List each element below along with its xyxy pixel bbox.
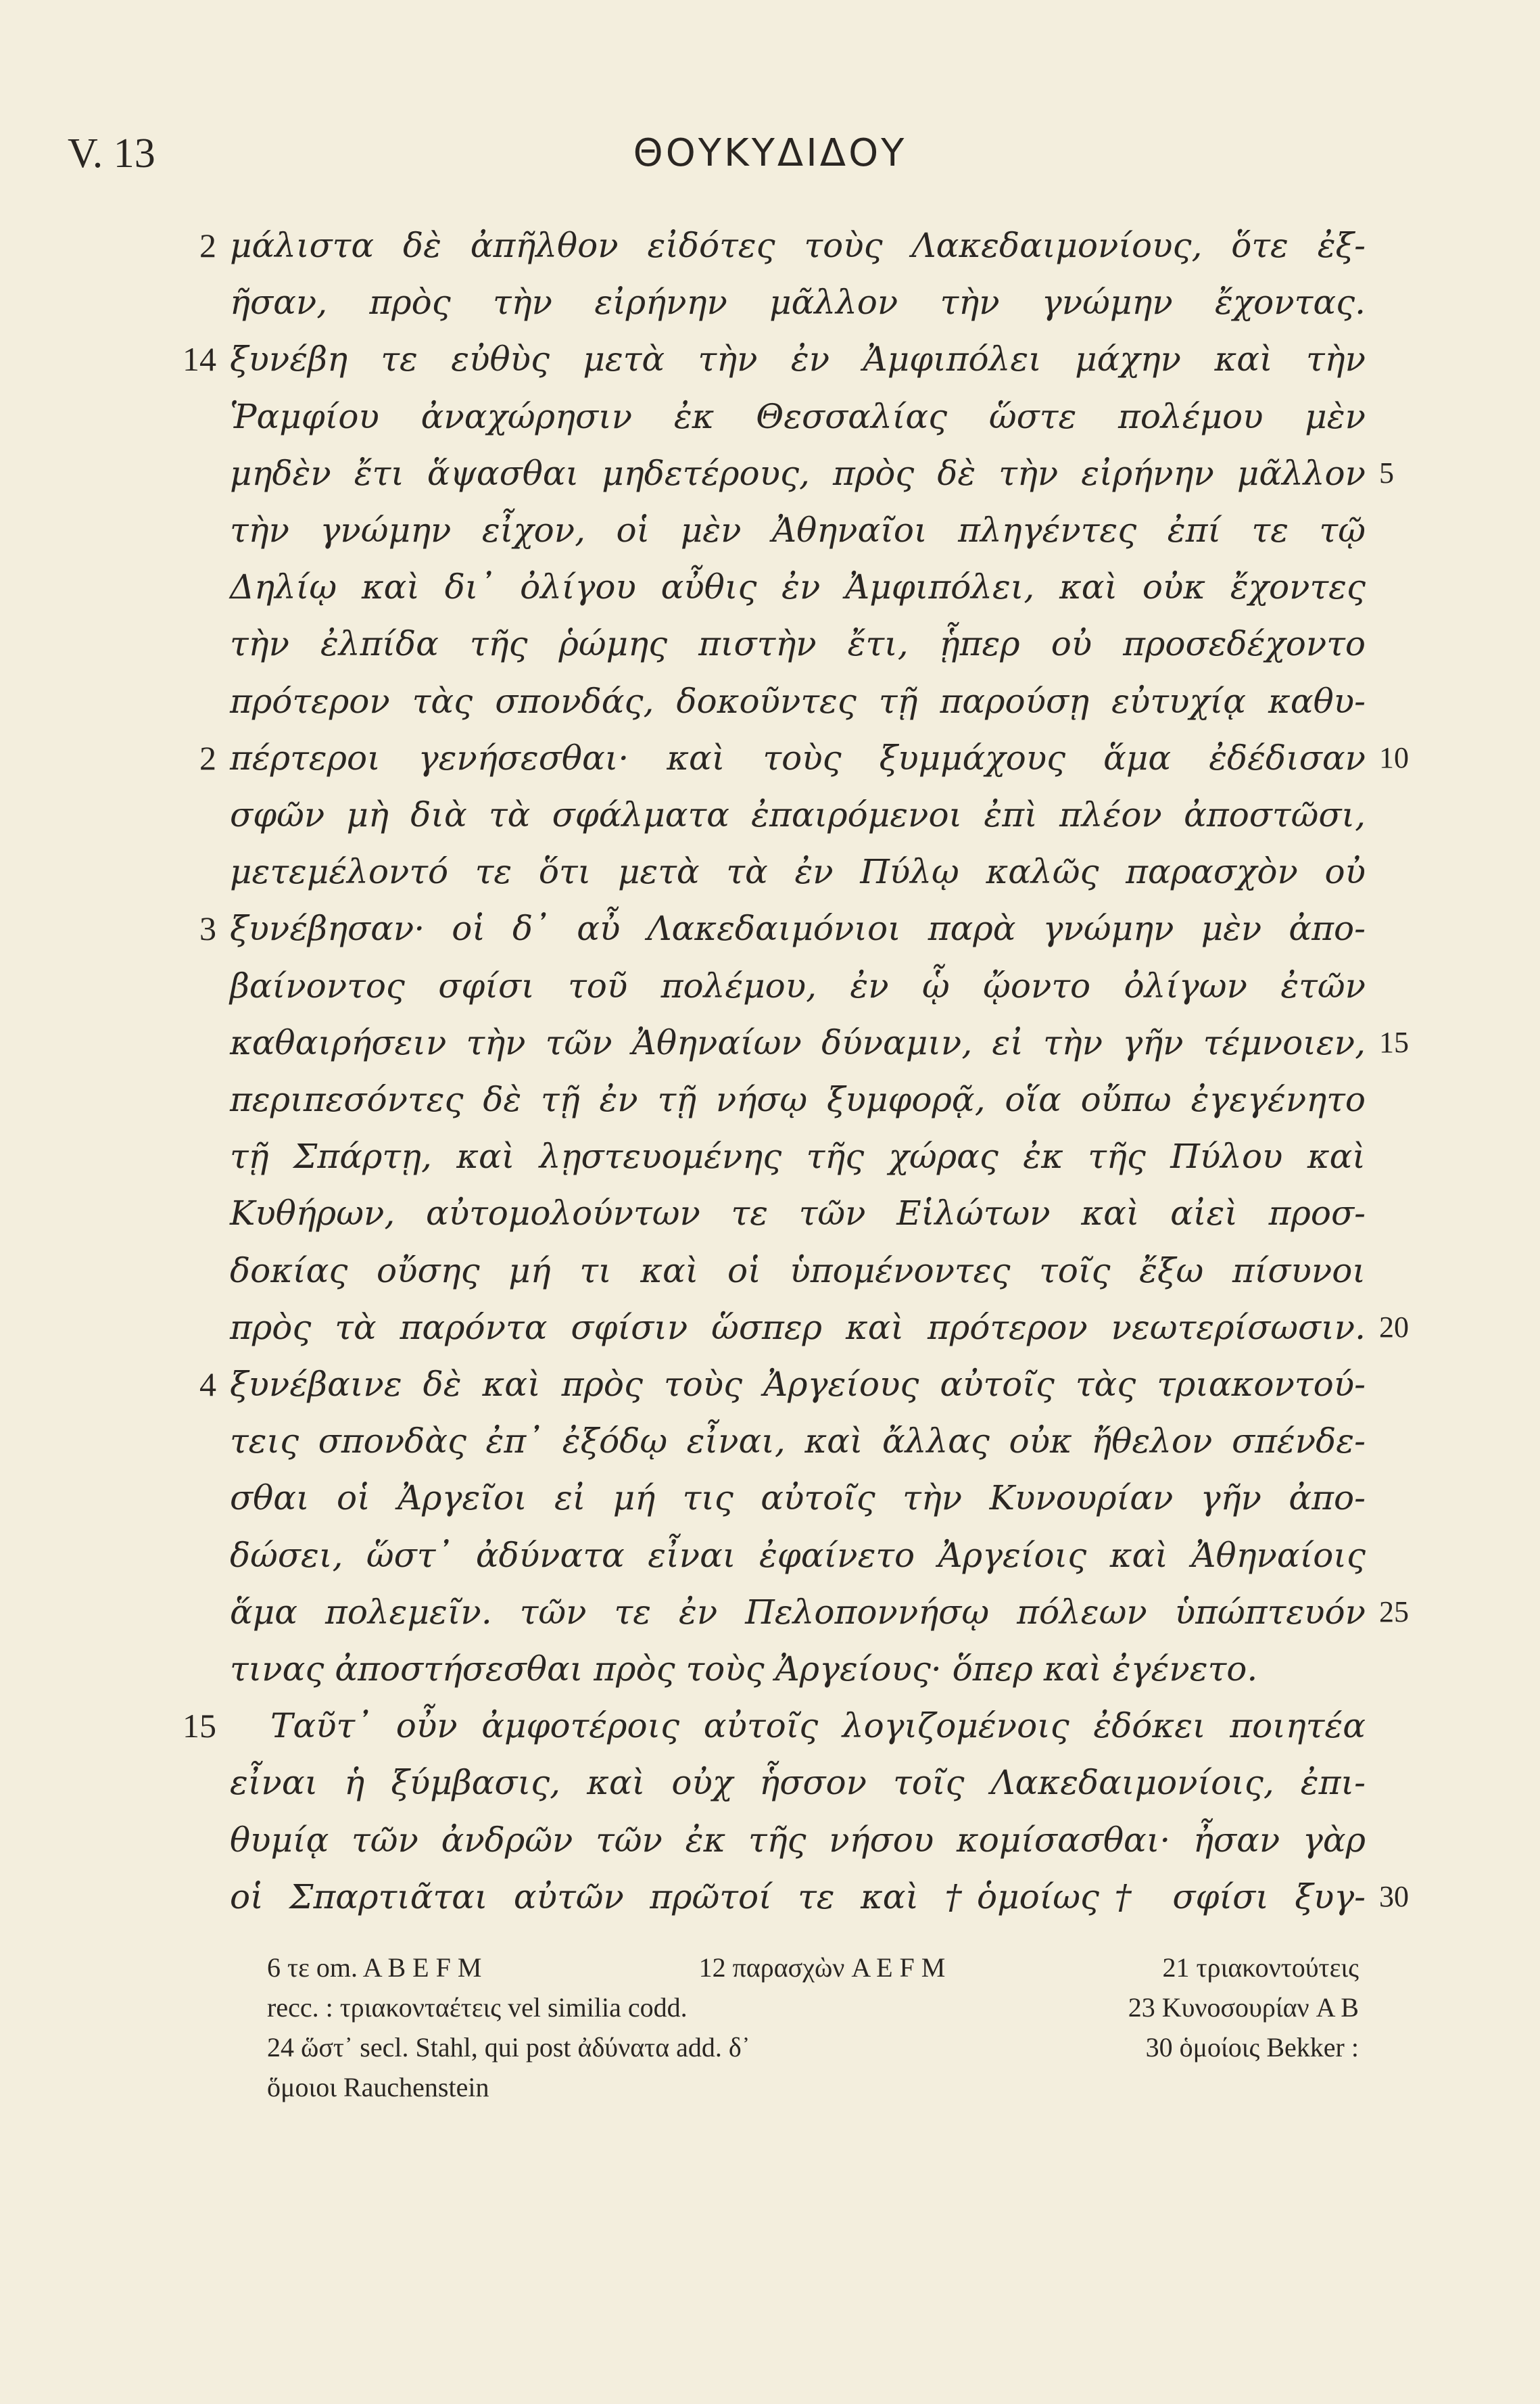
line-text: τεις σπονδὰς ἐπ᾽ ἐξόδῳ εἶναι, καὶ ἄλλας οὐκ ἤθελον σπένδε-	[230, 1421, 1366, 1461]
line-number: 20	[1379, 1310, 1409, 1344]
line-text: Ῥαμφίου ἀναχώρησιν ἐκ Θεσσαλίας ὥστε πολέμου μὲν	[230, 396, 1366, 436]
line-text: δοκίας οὔσης μή τι καὶ οἱ ὑπομένοντες τοῖς ἔξω πίσυνοι	[230, 1250, 1366, 1290]
line-text: ἅμα πολεμεῖν. τῶν τε ἐν Πελοποννήσῳ πόλεων ὑπώπτευόν	[230, 1592, 1366, 1632]
line-text: βαίνοντος σφίσι τοῦ πολέμου, ἐν ᾧ ᾤοντο ὀλίγων ἐτῶν	[230, 966, 1366, 1006]
text-line	[230, 843, 1366, 900]
line-text: εἶναι ἡ ξύμβασις, καὶ οὐχ ἧσσον τοῖς Λακεδαιμονίοις, ἐπι-	[230, 1763, 1366, 1803]
line-number: 15	[1379, 1025, 1409, 1059]
apparatus-note: ὅμοιοι Rauchenstein	[267, 2072, 489, 2102]
line-text: οἱ Σπαρτιᾶται αὐτῶν πρῶτοί τε καὶ †ὁμοίως† σφίσι ξυγ-	[230, 1877, 1366, 1916]
line-text: Δηλίῳ καὶ δι᾽ ὀλίγου αὖθις ἐν Ἀμφιπόλει, καὶ οὐκ ἔχοντες	[230, 567, 1366, 607]
line-text: σθαι οἱ Ἀργεῖοι εἰ μή τις αὐτοῖς τὴν Κυνουρίαν γῆν ἀπο-	[230, 1478, 1366, 1518]
text-line	[230, 615, 1366, 672]
line-text: ξυνέβη τε εὐθὺς μετὰ τὴν ἐν Ἀμφιπόλει μάχην καὶ τὴν	[230, 339, 1366, 379]
text-line	[230, 1413, 1366, 1469]
line-number: 25	[1379, 1595, 1409, 1628]
text-line	[230, 274, 1366, 331]
text-line	[230, 1356, 1366, 1413]
apparatus-note: 30 ὁμοίοις Bekker :	[1145, 2032, 1359, 2063]
line-text: καθαιρήσειν τὴν τῶν Ἀθηναίων δύναμιν, εἰ τὴν γῆν τέμνοιεν,	[230, 1022, 1366, 1062]
text-line	[230, 217, 1366, 274]
text-line	[230, 445, 1366, 502]
text-line	[230, 730, 1366, 786]
apparatus-note: 12 παρασχὼν A E F M	[698, 1952, 946, 1983]
section-number: 3	[199, 910, 216, 948]
section-number: 15	[183, 1707, 216, 1745]
text-line	[230, 331, 1366, 387]
line-number: 10	[1379, 740, 1409, 774]
text-line	[230, 1754, 1366, 1811]
text-line	[230, 388, 1366, 445]
line-text: τῇ Σπάρτῃ, καὶ λῃστευομένης τῆς χώρας ἐκ τῆς Πύλου καὶ	[230, 1137, 1366, 1177]
line-text: περιπεσόντες δὲ τῇ ἐν τῇ νήσῳ ξυμφορᾷ, οἵα οὔπω ἐγεγένητο	[230, 1080, 1366, 1119]
line-text: ξυνέβαινε δὲ καὶ πρὸς τοὺς Ἀργείους αὐτοῖς τὰς τριακοντού-	[230, 1365, 1366, 1404]
line-text: τὴν ἐλπίδα τῆς ῥώμης πιστὴν ἔτι, ᾗπερ οὐ προσεδέχοντο	[230, 624, 1366, 664]
line-text: πέρτεροι γενήσεσθαι· καὶ τοὺς ξυμμάχους ἅμα ἐδέδισαν	[230, 738, 1366, 778]
line-text: ξυνέβησαν· οἱ δ᾽ αὖ Λακεδαιμόνιοι παρὰ γνώμην μὲν ἀπο-	[230, 909, 1366, 949]
line-text: τὴν γνώμην εἶχον, οἱ μὲν Ἀθηναῖοι πληγέντες ἐπί τε τῷ	[230, 511, 1366, 550]
line-text: Κυθήρων, αὐτομολούντων τε τῶν Εἱλώτων καὶ αἰεὶ προσ-	[230, 1194, 1366, 1233]
apparatus-line	[267, 1948, 1359, 1987]
text-line	[230, 1014, 1366, 1071]
text-line	[230, 1242, 1366, 1299]
text-line	[230, 559, 1366, 615]
line-text: πρότερον τὰς σπονδάς, δοκοῦντες τῇ παρούσῃ εὐτυχίᾳ καθυ-	[230, 681, 1366, 721]
section-number: 14	[183, 340, 216, 379]
apparatus-note: recc. : τριακονταέτεις vel similia codd.	[267, 1992, 688, 2023]
text-line	[230, 786, 1366, 843]
text-line	[230, 673, 1366, 730]
text-line	[230, 1584, 1366, 1641]
line-number: 5	[1379, 456, 1394, 490]
line-text: μάλιστα δὲ ἀπῆλθον εἰδότες τοὺς Λακεδαιμονίους, ὅτε ἐξ-	[230, 226, 1366, 265]
apparatus-line	[267, 2067, 1359, 2107]
text-line	[230, 1128, 1366, 1185]
section-number: 2	[199, 227, 216, 264]
text-line	[230, 1697, 1366, 1754]
line-text: μετεμέλοντό τε ὅτι μετὰ τὰ ἐν Πύλῳ καλῶς παρασχὸν οὐ	[230, 852, 1366, 892]
text-line	[230, 1185, 1366, 1242]
line-text: Ταῦτ᾽ οὖν ἀμφοτέροις αὐτοῖς λογιζομένοις ἐδόκει ποιητέα	[270, 1706, 1366, 1746]
line-text: δώσει, ὥστ᾽ ἀδύνατα εἶναι ἐφαίνετο Ἀργείοις καὶ Ἀθηναίοις	[230, 1535, 1366, 1575]
line-text: τινας ἀποστήσεσθαι πρὸς τοὺς Ἀργείους· ὅπερ καὶ ἐγένετο.	[230, 1649, 1258, 1689]
apparatus-note: 6 τε om. A B E F M	[267, 1952, 482, 1983]
text-line	[230, 1812, 1366, 1868]
apparatus-line	[267, 2027, 1359, 2067]
line-text: θυμίᾳ τῶν ἀνδρῶν τῶν ἐκ τῆς νήσου κομίσασθαι· ἦσαν γὰρ	[230, 1820, 1366, 1860]
section-number: 2	[199, 738, 216, 777]
section-number: 4	[199, 1365, 216, 1403]
text-line	[230, 1641, 1366, 1697]
text-line	[230, 1299, 1366, 1356]
text-line	[230, 1469, 1366, 1526]
apparatus-note: 23 Κυνοσουρίαν A B	[1128, 1992, 1359, 2023]
text-line	[230, 900, 1366, 957]
text-line	[230, 502, 1366, 559]
text-line	[230, 1071, 1366, 1128]
text-line	[230, 958, 1366, 1014]
line-text: πρὸς τὰ παρόντα σφίσιν ὥσπερ καὶ πρότερον νεωτερίσωσιν.	[230, 1307, 1366, 1347]
apparatus-line	[267, 1987, 1359, 2027]
apparatus-note: 21 τριακοντούτεις	[1162, 1952, 1359, 1983]
line-text: ῆσαν, πρὸς τὴν εἰρήνην μᾶλλον τὴν γνώμην ἔχοντας.	[230, 283, 1366, 323]
line-text: μηδὲν ἔτι ἅψασθαι μηδετέρους, πρὸς δὲ τὴν εἰρήνην μᾶλλον	[230, 453, 1366, 493]
chapter-reference: V. 13	[68, 131, 155, 176]
line-text: σφῶν μὴ διὰ τὰ σφάλματα ἐπαιρόμενοι ἐπὶ πλέον ἀποστῶσι,	[230, 795, 1366, 834]
running-title: ΘΟΥΚΥΔΙΔΟΥ	[633, 131, 907, 175]
text-line	[230, 1868, 1366, 1925]
apparatus-note: 24 ὥστ᾽ secl. Stahl, qui post ἀδύνατα add. δ᾽	[267, 2032, 751, 2063]
line-number: 30	[1379, 1879, 1409, 1913]
text-line	[230, 1527, 1366, 1584]
